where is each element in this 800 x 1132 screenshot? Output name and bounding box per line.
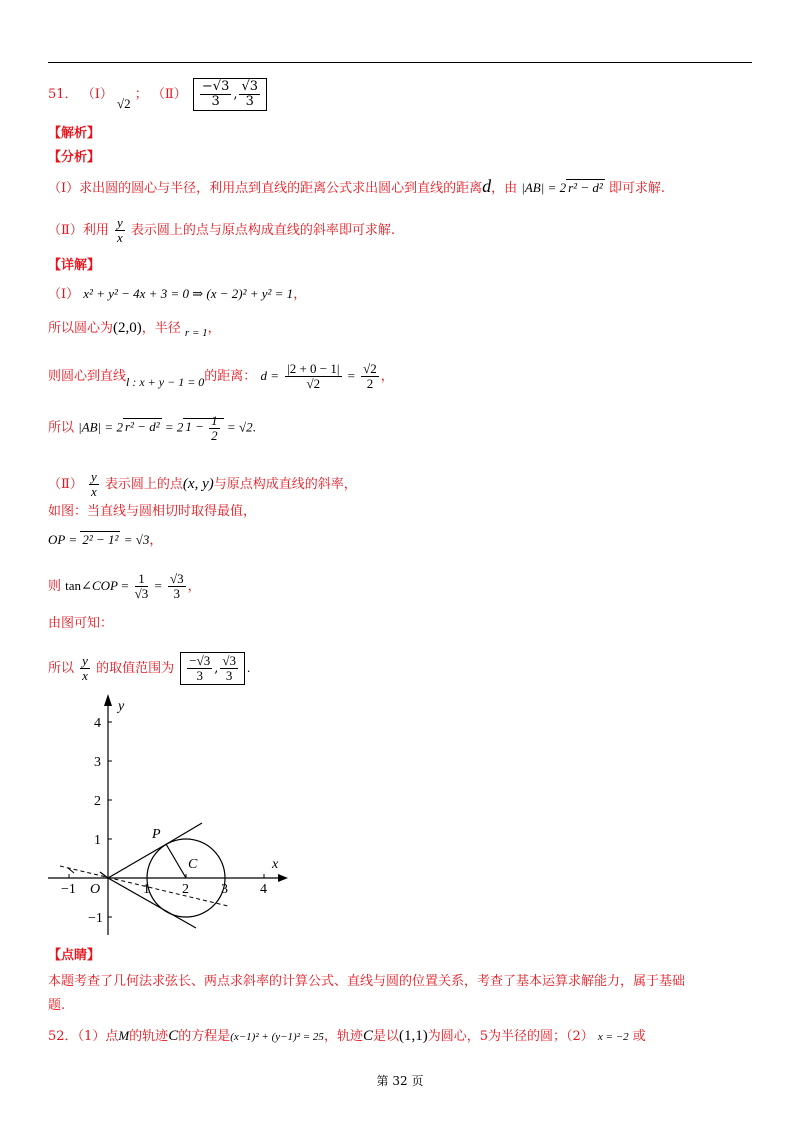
- range-interval: $\frac{-√3}{3}$ , $\frac{√3}{3}$: [180, 652, 245, 685]
- part-label: （Ⅱ）: [151, 87, 187, 102]
- step-5: （Ⅱ） $\frac{y}{x}$ 表示圆上的点(x, y)与原点构成直线的斜率，: [48, 469, 357, 499]
- q52-answer: 52．（1）点M的轨迹C的方程是(x−1)² + (y−1)² = 25，轨迹C是以(1,1)为圆心，5为半径的圆；（2） x = −2 或: [48, 1028, 646, 1044]
- point-p-label: P: [152, 827, 161, 842]
- section-jiexi: 【解析】: [48, 126, 101, 141]
- step-7: OP = 2² − 1² = √3，: [48, 532, 163, 548]
- step-4: 所以 |AB| = 2 r² − d² = 2 1 − $\frac{1}{2}$ = √2.: [48, 413, 256, 443]
- x-axis-label: x: [272, 857, 279, 872]
- step-3: 则圆心到直线l : x + y − 1 = 0的距离： d = $\frac{|2 + 0 - 1|}{√2}$ = $\frac{√2}{2}$ ，: [48, 361, 394, 391]
- origin-label: O: [90, 882, 101, 897]
- x-tick-label: 1: [143, 882, 150, 897]
- tangent-upper: [108, 842, 170, 878]
- dianjing-text-2: 题.: [48, 998, 66, 1013]
- step-8: 则 tan∠COP = $\frac{1}{√3}$ = $\frac{√3}{3}$ ，: [48, 571, 201, 601]
- x-tick-label: −1: [61, 882, 76, 897]
- page-footer: 第 32 页: [376, 1074, 424, 1088]
- x-axis-arrow: [278, 874, 288, 882]
- y-tick-label: 3: [94, 755, 101, 770]
- fenxi-part-i: （Ⅰ）求出圆的圆心与半径，利用点到直线的距离公式求出圆心到直线的距离d，由 |AB| = 2 r² − d² 即可求解.: [48, 176, 666, 196]
- y-tick-label: −1: [88, 911, 103, 926]
- point-c-label: C: [188, 857, 198, 872]
- step-6: 如图：当直线与圆相切时取得最值，: [48, 504, 257, 519]
- y-axis-arrow: [104, 694, 112, 706]
- circle-tangent-figure: [40, 690, 300, 940]
- chord-formula: |AB| = 2 r² − d²: [521, 180, 603, 195]
- step-9: 由图可知：: [48, 616, 114, 631]
- answer-i-value: √2: [116, 96, 131, 111]
- y-tick-label: 4: [94, 716, 101, 731]
- step-2: 所以圆心为(2,0)，半径 $_{r = 1}$，: [48, 320, 221, 339]
- answer-ii-interval: $\frac{-√3}{3}$ , $\frac{√3}{3}$: [193, 78, 267, 111]
- dashed-line: [60, 866, 228, 906]
- x-tick-label: 4: [260, 882, 267, 897]
- radius-cp: [166, 844, 186, 878]
- q51-answer: 51． （Ⅰ） √2 ； （Ⅱ） $\frac{-√3}{3}$ , $\frac{√3}{3}$: [48, 78, 269, 111]
- section-dianjing: 【点睛】: [48, 948, 101, 963]
- x-tick-label: 2: [182, 882, 189, 897]
- dianjing-text-1: 本题考查了几何法求弦长、两点求斜率的计算公式、直线与圆的位置关系，考查了基本运算求解能力，属于基础: [48, 974, 686, 989]
- header-rule: [48, 62, 752, 63]
- section-xiangjie: 【详解】: [48, 258, 101, 273]
- y-tick-label: 2: [94, 794, 101, 809]
- x-tick-label: 3: [221, 882, 228, 897]
- part-label: （Ⅰ）: [81, 87, 113, 102]
- step-1: （Ⅰ） x² + y² − 4x + 3 = 0 ⇒ (x − 2)² + y² = 1，: [48, 286, 307, 302]
- question-number: 51．: [48, 87, 78, 102]
- fenxi-part-ii: （Ⅱ）利用 $\frac{y}{x}$ 表示圆上的点与原点构成直线的斜率即可求解.: [48, 215, 396, 245]
- y-tick-label: 1: [94, 833, 101, 848]
- y-axis-label: y: [118, 699, 125, 714]
- section-fenxi: 【分析】: [48, 150, 101, 165]
- step-10: 所以 $\frac{y}{x}$ 的取值范围为 $\frac{-√3}{3}$ , $\frac{√3}{3}$ .: [48, 653, 251, 683]
